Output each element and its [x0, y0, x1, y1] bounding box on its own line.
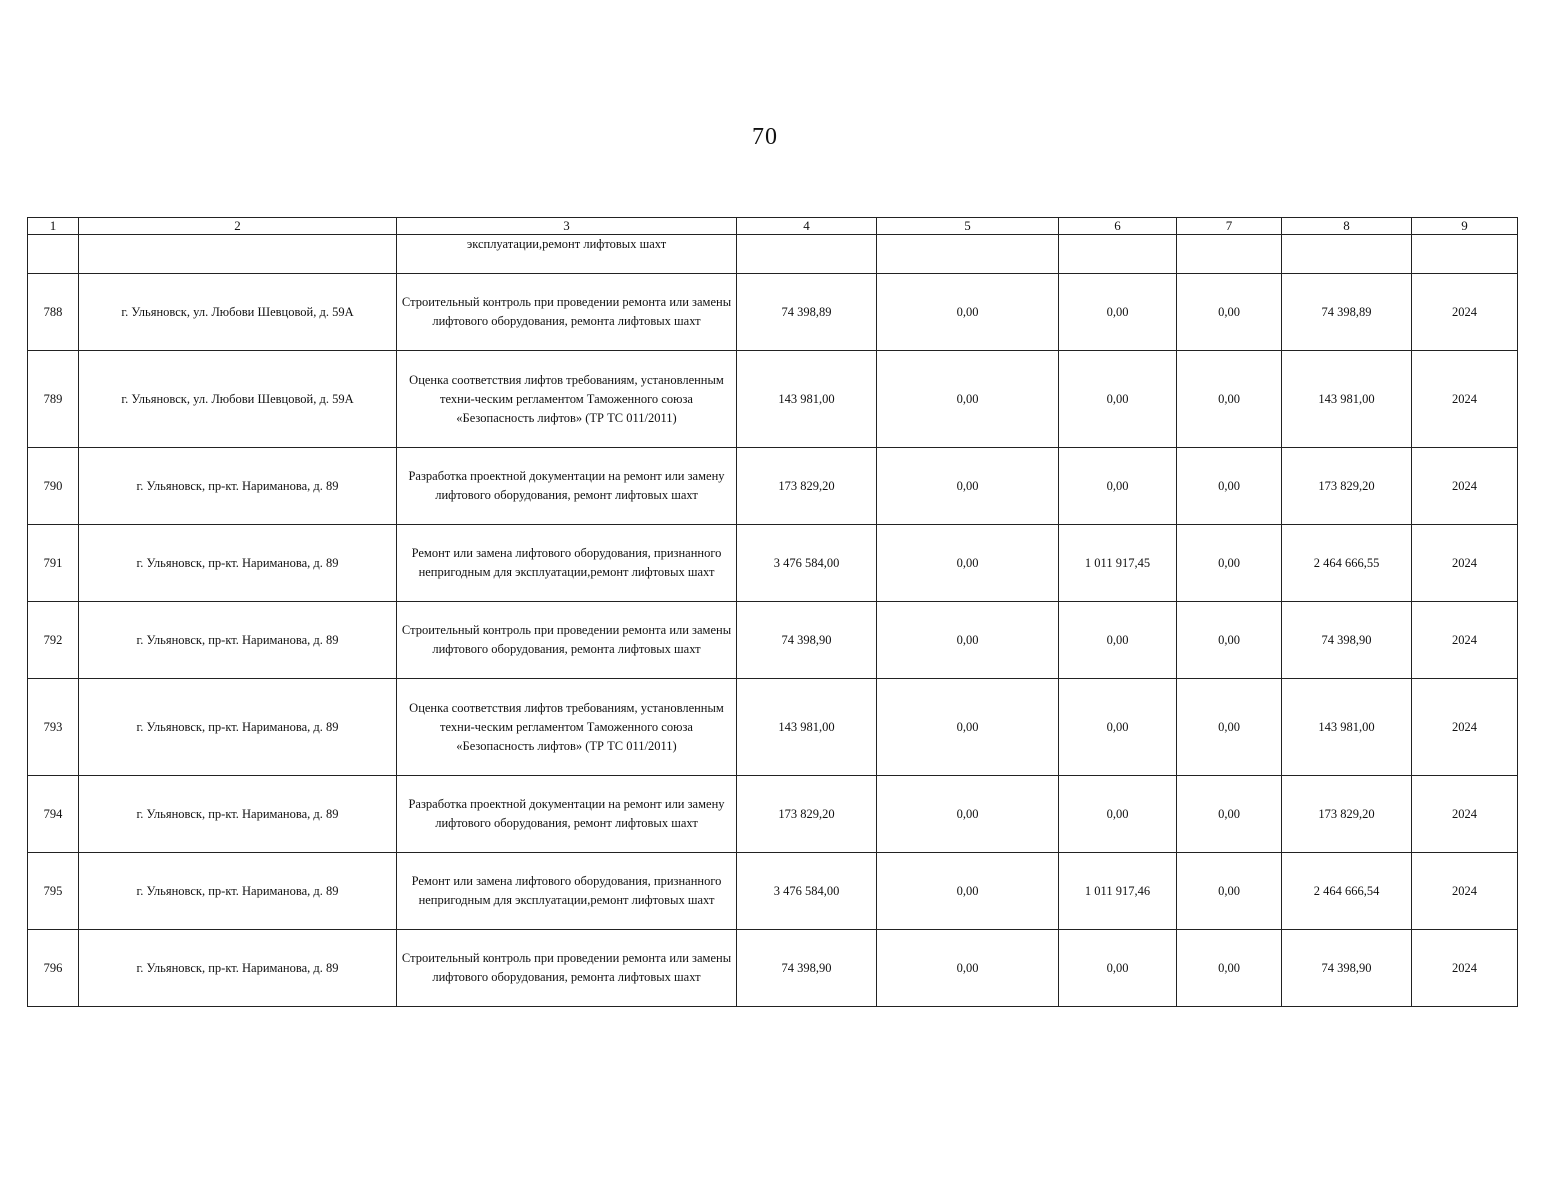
- row-col-7: 0,00: [1177, 679, 1282, 776]
- row-work-description: Оценка соответствия лифтов требованиям, установленным техни-ческим регламентом Таможенного союза «Безопасность лифтов» (ТР ТС 011/2011): [397, 351, 737, 448]
- column-header: 9: [1412, 218, 1518, 235]
- row-number: 790: [28, 448, 79, 525]
- row-col-6: 0,00: [1059, 602, 1177, 679]
- row-col-9: 2024: [1412, 274, 1518, 351]
- row-col-6: 0,00: [1059, 930, 1177, 1007]
- row-col-7: 0,00: [1177, 525, 1282, 602]
- table-row: [28, 853, 1518, 930]
- table-row: [28, 274, 1518, 351]
- row-col-8: 74 398,90: [1282, 602, 1412, 679]
- column-header: 1: [28, 218, 79, 235]
- row-col-9: 2024: [1412, 776, 1518, 853]
- row-col-4: [737, 235, 877, 274]
- row-col-9: 2024: [1412, 448, 1518, 525]
- row-col-6: 0,00: [1059, 776, 1177, 853]
- table-row: [28, 525, 1518, 602]
- row-address: г. Ульяновск, пр-кт. Нариманова, д. 89: [79, 679, 397, 776]
- row-col-7: 0,00: [1177, 448, 1282, 525]
- row-address: г. Ульяновск, пр-кт. Нариманова, д. 89: [79, 776, 397, 853]
- row-col-9: [1412, 235, 1518, 274]
- row-col-9: 2024: [1412, 853, 1518, 930]
- row-work-description: Строительный контроль при проведении ремонта или замены лифтового оборудования, ремонта лифтовых шахт: [397, 274, 737, 351]
- column-header: 5: [877, 218, 1059, 235]
- row-address: [79, 235, 397, 274]
- row-col-9: 2024: [1412, 602, 1518, 679]
- row-col-6: 0,00: [1059, 351, 1177, 448]
- row-col-5: 0,00: [877, 351, 1059, 448]
- row-col-7: [1177, 235, 1282, 274]
- row-col-5: 0,00: [877, 776, 1059, 853]
- row-col-5: 0,00: [877, 525, 1059, 602]
- column-header: 2: [79, 218, 397, 235]
- row-address: г. Ульяновск, пр-кт. Нариманова, д. 89: [79, 853, 397, 930]
- row-col-4: 173 829,20: [737, 448, 877, 525]
- row-col-6: [1059, 235, 1177, 274]
- row-number: 792: [28, 602, 79, 679]
- row-col-7: 0,00: [1177, 853, 1282, 930]
- page-number: 70: [752, 124, 778, 150]
- row-address: г. Ульяновск, пр-кт. Нариманова, д. 89: [79, 930, 397, 1007]
- row-col-7: 0,00: [1177, 351, 1282, 448]
- row-col-5: 0,00: [877, 930, 1059, 1007]
- row-col-8: [1282, 235, 1412, 274]
- row-number: 796: [28, 930, 79, 1007]
- column-header: 4: [737, 218, 877, 235]
- table-row: [28, 930, 1518, 1007]
- row-work-description: Оценка соответствия лифтов требованиям, установленным техни-ческим регламентом Таможенного союза «Безопасность лифтов» (ТР ТС 011/2011): [397, 679, 737, 776]
- row-col-8: 143 981,00: [1282, 679, 1412, 776]
- row-col-5: [877, 235, 1059, 274]
- row-number: 795: [28, 853, 79, 930]
- row-col-9: 2024: [1412, 351, 1518, 448]
- row-col-4: 143 981,00: [737, 679, 877, 776]
- row-address: г. Ульяновск, ул. Любови Шевцовой, д. 59А: [79, 351, 397, 448]
- row-col-8: 2 464 666,55: [1282, 525, 1412, 602]
- row-address: г. Ульяновск, пр-кт. Нариманова, д. 89: [79, 525, 397, 602]
- row-number: 794: [28, 776, 79, 853]
- column-header: 8: [1282, 218, 1412, 235]
- column-header: 3: [397, 218, 737, 235]
- row-col-9: 2024: [1412, 525, 1518, 602]
- row-col-5: 0,00: [877, 602, 1059, 679]
- row-col-8: 74 398,89: [1282, 274, 1412, 351]
- row-col-5: 0,00: [877, 853, 1059, 930]
- row-col-4: 74 398,90: [737, 930, 877, 1007]
- table-header-row: [28, 218, 1518, 235]
- row-col-6: 1 011 917,46: [1059, 853, 1177, 930]
- row-col-4: 74 398,90: [737, 602, 877, 679]
- row-col-8: 143 981,00: [1282, 351, 1412, 448]
- row-number: 788: [28, 274, 79, 351]
- works-table: [27, 217, 1518, 1007]
- row-number: 791: [28, 525, 79, 602]
- row-col-7: 0,00: [1177, 602, 1282, 679]
- row-col-6: 0,00: [1059, 448, 1177, 525]
- row-number: [28, 235, 79, 274]
- row-work-description: Строительный контроль при проведении ремонта или замены лифтового оборудования, ремонта лифтовых шахт: [397, 930, 737, 1007]
- row-work-description: Разработка проектной документации на ремонт или замену лифтового оборудования, ремонт лифтовых шахт: [397, 448, 737, 525]
- row-col-5: 0,00: [877, 679, 1059, 776]
- row-address: г. Ульяновск, ул. Любови Шевцовой, д. 59А: [79, 274, 397, 351]
- row-col-5: 0,00: [877, 274, 1059, 351]
- row-work-description: Ремонт или замена лифтового оборудования, признанного непригодным для эксплуатации,ремонт лифтовых шахт: [397, 525, 737, 602]
- row-address: г. Ульяновск, пр-кт. Нариманова, д. 89: [79, 448, 397, 525]
- row-col-7: 0,00: [1177, 776, 1282, 853]
- row-col-4: 3 476 584,00: [737, 853, 877, 930]
- column-header: 6: [1059, 218, 1177, 235]
- row-work-description: эксплуатации,ремонт лифтовых шахт: [397, 235, 737, 274]
- table-row-continuation: [28, 235, 1518, 274]
- table-row: [28, 602, 1518, 679]
- row-col-7: 0,00: [1177, 274, 1282, 351]
- table-row: [28, 776, 1518, 853]
- row-col-4: 74 398,89: [737, 274, 877, 351]
- row-work-description: Строительный контроль при проведении ремонта или замены лифтового оборудования, ремонта лифтовых шахт: [397, 602, 737, 679]
- row-col-8: 173 829,20: [1282, 448, 1412, 525]
- row-work-description: Ремонт или замена лифтового оборудования, признанного непригодным для эксплуатации,ремонт лифтовых шахт: [397, 853, 737, 930]
- row-col-4: 173 829,20: [737, 776, 877, 853]
- row-work-description: Разработка проектной документации на ремонт или замену лифтового оборудования, ремонт лифтовых шахт: [397, 776, 737, 853]
- table-row: [28, 351, 1518, 448]
- row-address: г. Ульяновск, пр-кт. Нариманова, д. 89: [79, 602, 397, 679]
- row-col-6: 0,00: [1059, 274, 1177, 351]
- row-col-8: 74 398,90: [1282, 930, 1412, 1007]
- table-row: [28, 448, 1518, 525]
- row-col-7: 0,00: [1177, 930, 1282, 1007]
- row-col-4: 3 476 584,00: [737, 525, 877, 602]
- column-header: 7: [1177, 218, 1282, 235]
- table-row: [28, 679, 1518, 776]
- row-col-6: 1 011 917,45: [1059, 525, 1177, 602]
- row-col-5: 0,00: [877, 448, 1059, 525]
- row-col-4: 143 981,00: [737, 351, 877, 448]
- row-col-9: 2024: [1412, 930, 1518, 1007]
- row-number: 793: [28, 679, 79, 776]
- row-col-9: 2024: [1412, 679, 1518, 776]
- row-col-8: 2 464 666,54: [1282, 853, 1412, 930]
- row-col-6: 0,00: [1059, 679, 1177, 776]
- row-number: 789: [28, 351, 79, 448]
- row-col-8: 173 829,20: [1282, 776, 1412, 853]
